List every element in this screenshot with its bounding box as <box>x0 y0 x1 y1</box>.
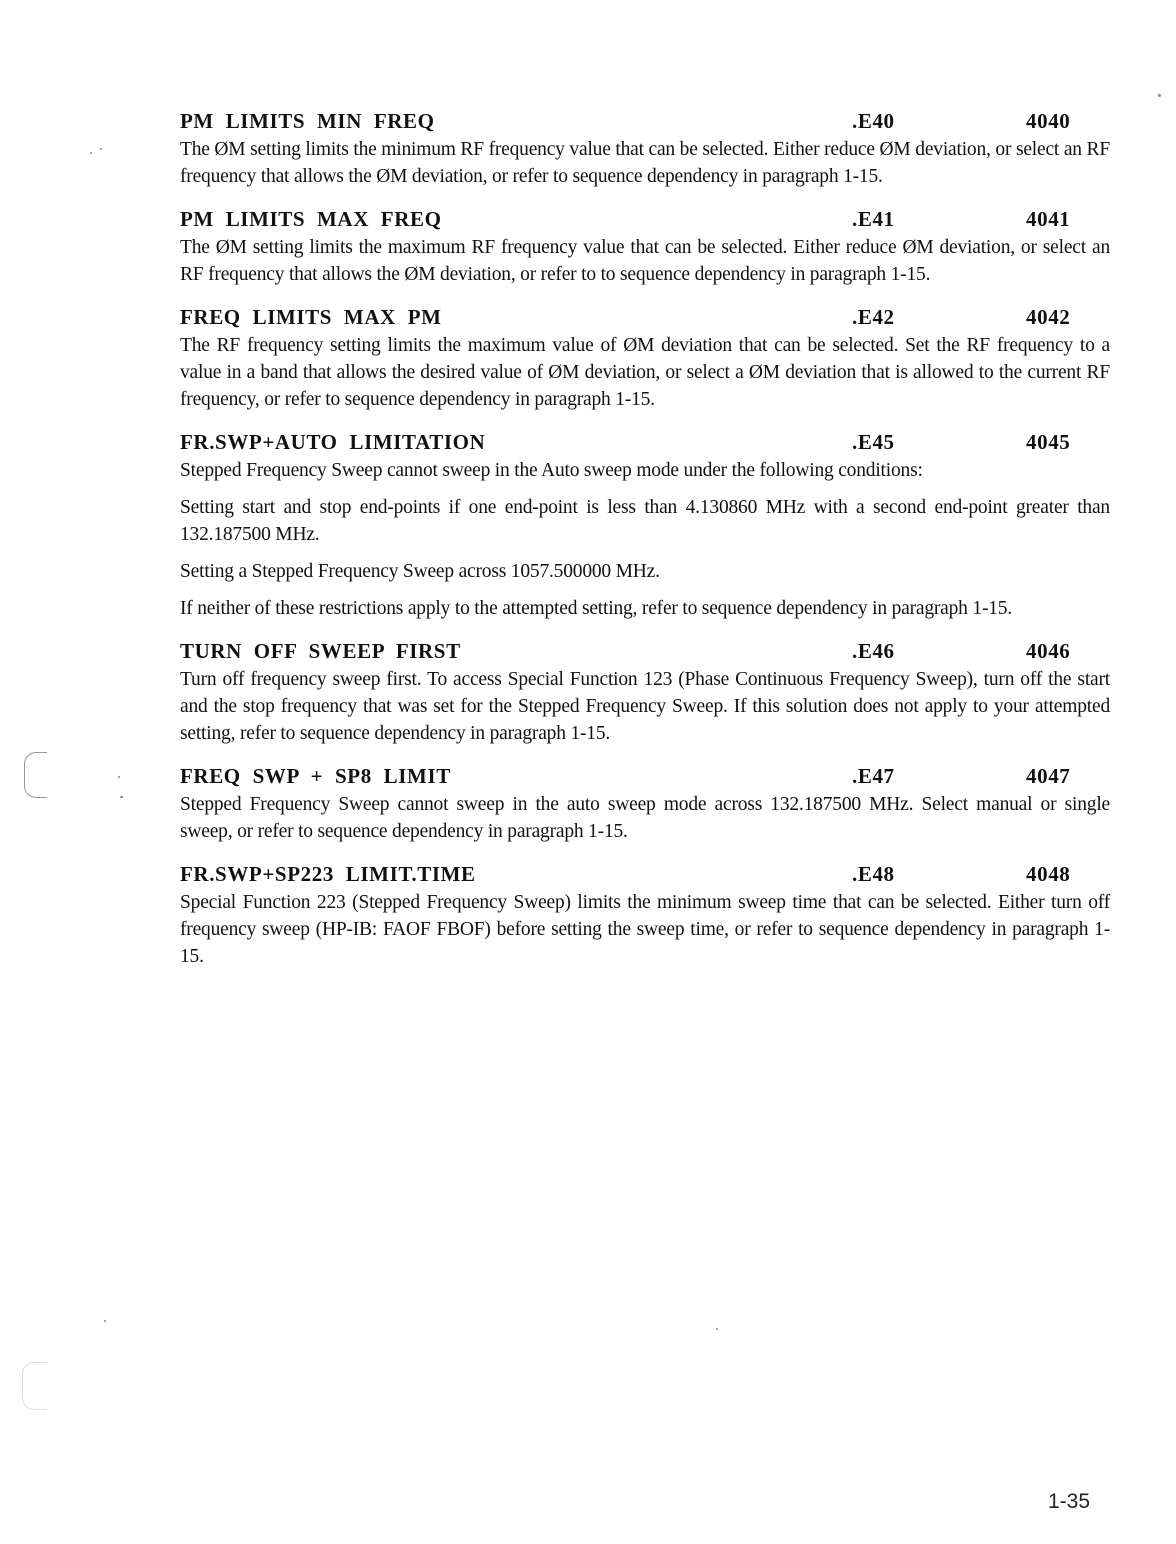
entry-code: .E46 <box>852 639 895 663</box>
entry-title: TURN OFF SWEEP FIRST <box>180 639 461 663</box>
entry-title: PM LIMITS MIN FREQ <box>180 109 435 133</box>
entry-number: 4046 <box>1026 639 1071 663</box>
entry-number: 4045 <box>1026 430 1071 454</box>
entry-condition: Setting start and stop end-points if one end-point is less than 4.130860 MHz with a second end-point greater than 132.187500 MHz. <box>180 497 1110 545</box>
entry-number: 4048 <box>1026 862 1071 886</box>
entry-number: 4040 <box>1026 109 1071 133</box>
binding-hole-mark <box>22 1362 47 1410</box>
entry-header <box>180 427 1110 457</box>
entry-description: The ØM setting limits the maximum RF frequency value that can be selected. Either reduce ØM deviation, or select an RF frequency that allows the ØM deviation, or refer to to sequence dependency in paragraph 1-15. <box>180 237 1110 285</box>
entry-header <box>180 859 1110 889</box>
scan-speck <box>90 152 92 154</box>
scan-speck <box>118 776 120 778</box>
entry-code: .E40 <box>852 109 895 133</box>
scan-speck <box>1158 94 1161 97</box>
entry-description: The RF frequency setting limits the maximum value of ØM deviation that can be selected. Set the RF frequency to a value in a band that allows the desired value of ØM deviation, or select a ØM deviation that is allowed to the current RF frequency, or refer to sequence dependency in paragraph 1-15. <box>180 335 1110 410</box>
error-entry-e45 <box>180 427 1110 622</box>
scan-speck <box>716 1328 718 1330</box>
entry-number: 4041 <box>1026 207 1071 231</box>
error-entry-e40 <box>180 106 1110 190</box>
entry-description: Stepped Frequency Sweep cannot sweep in the Auto sweep mode under the following conditions: <box>180 460 923 481</box>
entry-number: 4047 <box>1026 764 1071 788</box>
entry-header <box>180 106 1110 136</box>
scan-speck <box>100 148 102 150</box>
entry-description: Turn off frequency sweep first. To access Special Function 123 (Phase Continuous Frequency Sweep), turn off the start and the stop frequency that was set for the Stepped Frequency Sweep. If this solution does not apply to your attempted setting, refer to sequence dependency in paragraph 1-15. <box>180 669 1110 744</box>
entry-title: FREQ SWP + SP8 LIMIT <box>180 764 451 788</box>
entry-condition: Setting a Stepped Frequency Sweep across 1057.500000 MHz. <box>180 561 660 582</box>
error-entry-e48 <box>180 859 1110 970</box>
binding-hole-mark <box>24 752 47 798</box>
scan-speck <box>104 1320 106 1322</box>
entry-remedy: If neither of these restrictions apply to the attempted setting, refer to sequence dependency in paragraph 1-15. <box>180 598 1013 619</box>
entry-code: .E45 <box>852 430 895 454</box>
page-number: 1-35 <box>1048 1490 1091 1513</box>
error-entry-e42 <box>180 302 1110 413</box>
entry-title: PM LIMITS MAX FREQ <box>180 207 442 231</box>
error-message-list <box>180 106 1110 984</box>
error-entry-e46 <box>180 636 1110 747</box>
entry-title: FREQ LIMITS MAX PM <box>180 305 442 329</box>
entry-code: .E42 <box>852 305 895 329</box>
entry-description: Special Function 223 (Stepped Frequency Sweep) limits the minimum sweep time that can be selected. Either turn off frequency sweep (HP-IB: FAOF FBOF) before setting the sweep time, or refer to sequence dependency in paragraph 1-15. <box>180 892 1110 967</box>
error-entry-e47 <box>180 761 1110 845</box>
entry-header <box>180 761 1110 791</box>
scan-speck <box>120 796 123 798</box>
entry-code: .E47 <box>852 764 895 788</box>
entry-description: Stepped Frequency Sweep cannot sweep in the auto sweep mode across 132.187500 MHz. Select manual or single sweep, or refer to sequence dependency in paragraph 1-15. <box>180 794 1110 842</box>
entry-description: The ØM setting limits the minimum RF frequency value that can be selected. Either reduce ØM deviation, or select an RF frequency that allows the ØM deviation, or refer to sequence dependency in paragraph 1-15. <box>180 139 1110 187</box>
entry-header <box>180 302 1110 332</box>
entry-number: 4042 <box>1026 305 1071 329</box>
entry-header <box>180 636 1110 666</box>
entry-title: FR.SWP+SP223 LIMIT.TIME <box>180 862 476 886</box>
entry-header <box>180 204 1110 234</box>
entry-title: FR.SWP+AUTO LIMITATION <box>180 430 486 454</box>
entry-code: .E41 <box>852 207 895 231</box>
error-entry-e41 <box>180 204 1110 288</box>
entry-code: .E48 <box>852 862 895 886</box>
